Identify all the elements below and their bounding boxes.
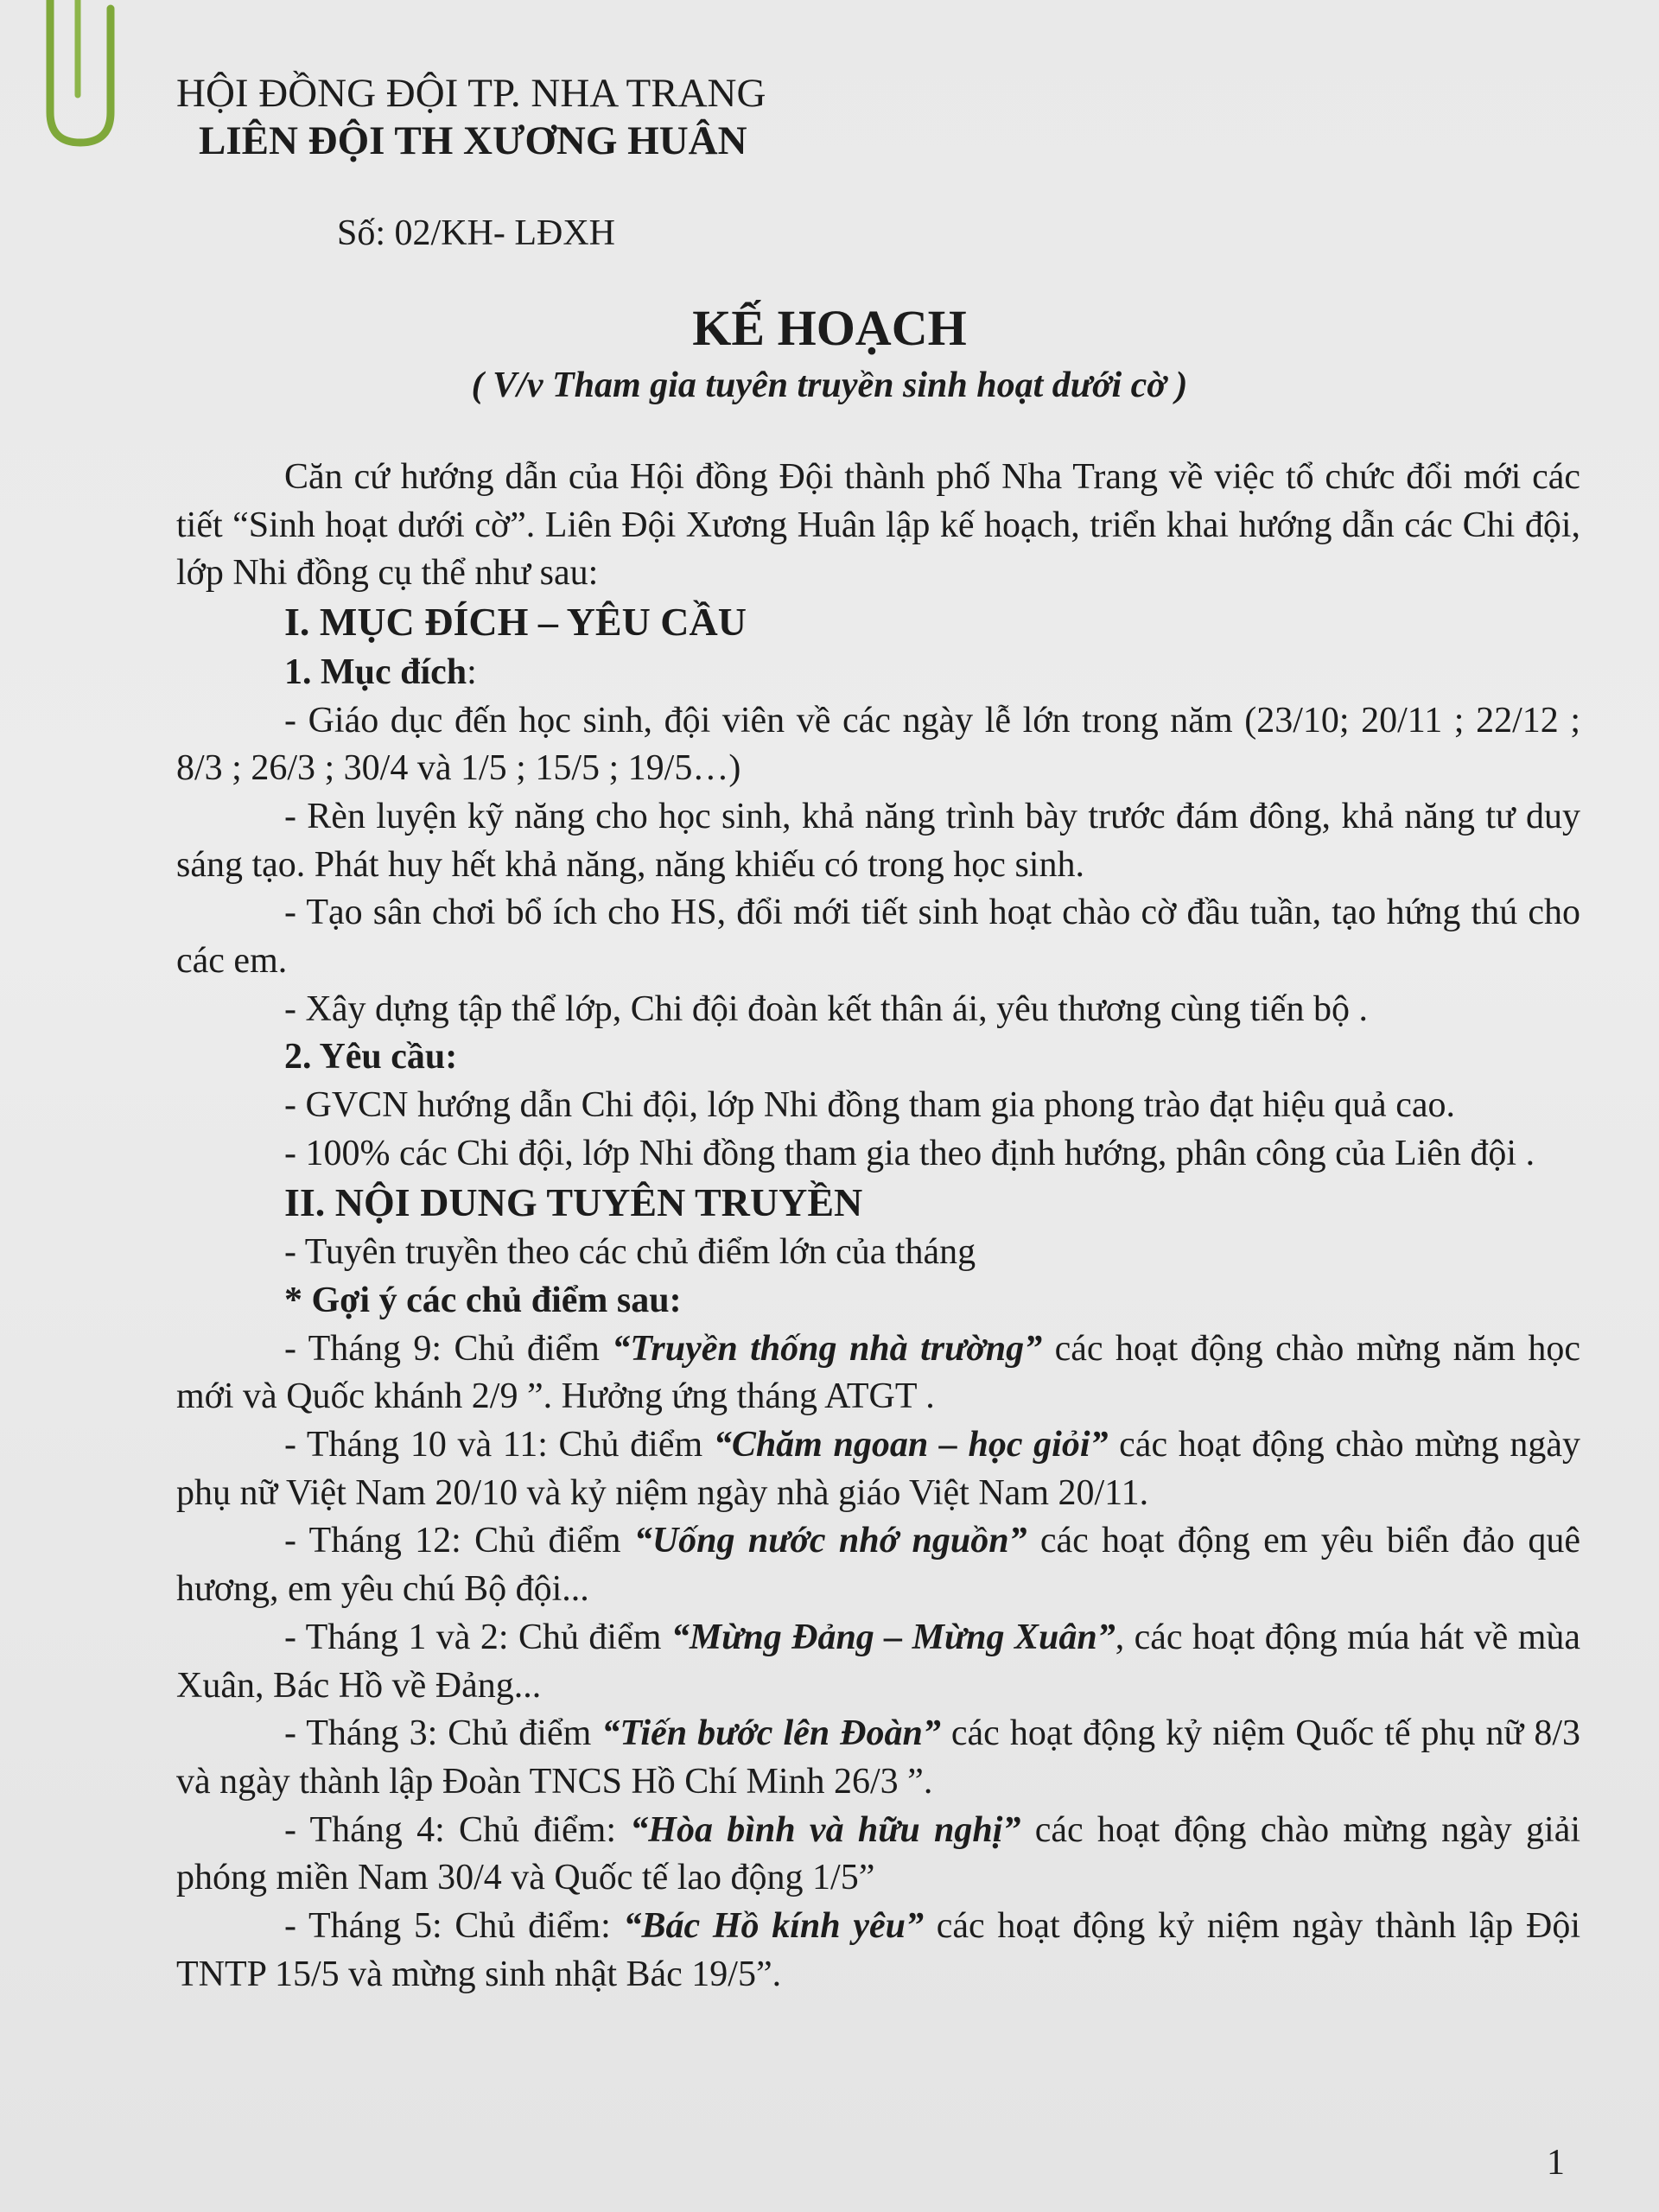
section-1-heading-text: I. MỤC ĐÍCH – YÊU CẦU	[284, 600, 747, 645]
requirement-item: - GVCN hướng dẫn Chi đội, lớp Nhi đồng tham gia phong trào đạt hiệu quả cao.	[284, 1085, 1455, 1126]
month-prefix: - Tháng 1 và 2: Chủ điểm	[284, 1617, 671, 1657]
purpose-item: - Tạo sân chơi bổ ích cho HS, đổi mới tiết sinh hoạt chào cờ đầu tuần, tạo hứng thú cho các em.	[176, 893, 1580, 982]
month-description: các hoạt động chào mừng ngày phụ nữ Việt Nam 20/10 và kỷ niệm ngày nhà giáo Việt Nam 20/11.	[176, 1425, 1580, 1513]
month-theme: “Mừng Đảng – Mừng Xuân”	[671, 1617, 1116, 1657]
month-theme: “Truyền thống nhà trường”	[612, 1328, 1043, 1369]
intro-paragraph: Căn cứ hướng dẫn của Hội đồng Đội thành phố Nha Trang về việc tổ chức đổi mới các tiết “Sinh hoạt dưới cờ”. Liên Đội Xương Huân lập kế hoạch, triển khai hướng dẫn các Chi đội, lớp Nhi đồng cụ thể như sau:	[176, 457, 1580, 594]
document-number: Số: 02/KH- LĐXH	[337, 213, 615, 253]
month-prefix: - Tháng 12: Chủ điểm	[284, 1521, 634, 1561]
month-prefix: - Tháng 3: Chủ điểm	[284, 1713, 602, 1754]
section-2-intro-item: - Tuyên truyền theo các chủ điểm lớn của tháng	[284, 1232, 976, 1273]
section-1-heading	[176, 598, 1580, 649]
month-theme: “Uống nước nhớ nguồn”	[633, 1521, 1027, 1561]
suggestion-heading	[176, 1277, 1580, 1325]
month-description: các hoạt động chào mừng ngày giải phóng miền Nam 30/4 và Quốc tế lao động 1/5”	[176, 1809, 1581, 1898]
month-description: các hoạt động chào mừng năm học mới và Quốc khánh 2/9 ”. Hưởng ứng tháng ATGT .	[176, 1328, 1580, 1417]
month-prefix: - Tháng 9: Chủ điểm	[284, 1328, 613, 1369]
purpose-item: - Giáo dục đến học sinh, đội viên về các ngày lễ lớn trong năm (23/10; 20/11 ; 22/12 ; 8/3 ; 26/3 ; 30/4 và 1/5 ; 15/5 ; 19/5…)	[176, 700, 1580, 789]
month-theme-item	[176, 1903, 1580, 1999]
organization-name: HỘI ĐỒNG ĐỘI TP. NHA TRANG	[176, 71, 766, 116]
month-theme-item	[176, 1710, 1580, 1806]
purpose-heading-colon: :	[467, 652, 477, 692]
requirement-heading	[176, 1033, 1580, 1082]
month-theme: “Tiến bước lên Đoàn”	[601, 1713, 941, 1754]
month-prefix: - Tháng 4: Chủ điểm:	[284, 1809, 631, 1850]
month-theme-item	[176, 1807, 1580, 1903]
month-theme-item	[176, 1614, 1580, 1710]
month-theme: “Hòa bình và hữu nghị”	[630, 1809, 1021, 1850]
purpose-item: - Rèn luyện kỹ năng cho học sinh, khả năng trình bày trước đám đông, khả năng tư duy sáng tạo. Phát huy hết khả năng, năng khiếu có trong học sinh.	[176, 796, 1580, 885]
document-body	[176, 454, 1580, 1999]
unit-name: LIÊN ĐỘI TH XƯƠNG HUÂN	[199, 118, 747, 163]
document-subtitle: ( V/v Tham gia tuyên truyền sinh hoạt dưới cờ )	[471, 365, 1188, 405]
month-description: các hoạt động em yêu biển đảo quê hương, em yêu chú Bộ đội...	[176, 1521, 1580, 1610]
purpose-heading-text: 1. Mục đích	[284, 652, 467, 692]
paper-clip-icon	[16, 0, 119, 164]
requirement-heading-text: 2. Yêu cầu:	[284, 1037, 458, 1077]
purpose-heading	[176, 649, 1580, 697]
month-theme: “Chăm ngoan – học giỏi”	[713, 1425, 1109, 1465]
month-theme-item	[176, 1325, 1580, 1421]
month-theme-item	[176, 1421, 1580, 1517]
month-prefix: - Tháng 10 và 11: Chủ điểm	[284, 1425, 714, 1465]
month-description: , các hoạt động múa hát về mùa Xuân, Bác Hồ về Đảng...	[176, 1617, 1581, 1706]
document-title: KẾ HOẠCH	[692, 300, 967, 356]
month-theme: “Bác Hồ kính yêu”	[623, 1906, 925, 1947]
month-description: các hoạt động kỷ niệm Quốc tế phụ nữ 8/3 và ngày thành lập Đoàn TNCS Hồ Chí Minh 26/3 ”.	[176, 1713, 1581, 1802]
month-prefix: - Tháng 5: Chủ điểm:	[284, 1906, 624, 1947]
suggestion-heading-text: * Gợi ý các chủ điểm sau:	[284, 1280, 682, 1320]
page-number: 1	[1547, 2143, 1565, 2183]
section-2-heading-text: II. NỘI DUNG TUYÊN TRUYỀN	[284, 1179, 863, 1224]
month-theme-item	[176, 1517, 1580, 1613]
purpose-item: - Xây dựng tập thể lớp, Chi đội đoàn kết thân ái, yêu thương cùng tiến bộ .	[284, 988, 1369, 1029]
requirement-item: - 100% các Chi đội, lớp Nhi đồng tham gia theo định hướng, phân công của Liên đội .	[284, 1133, 1535, 1173]
section-2-heading	[176, 1179, 1580, 1230]
month-description: các hoạt động kỷ niệm ngày thành lập Đội TNTP 15/5 và mừng sinh nhật Bác 19/5”.	[176, 1906, 1581, 1994]
